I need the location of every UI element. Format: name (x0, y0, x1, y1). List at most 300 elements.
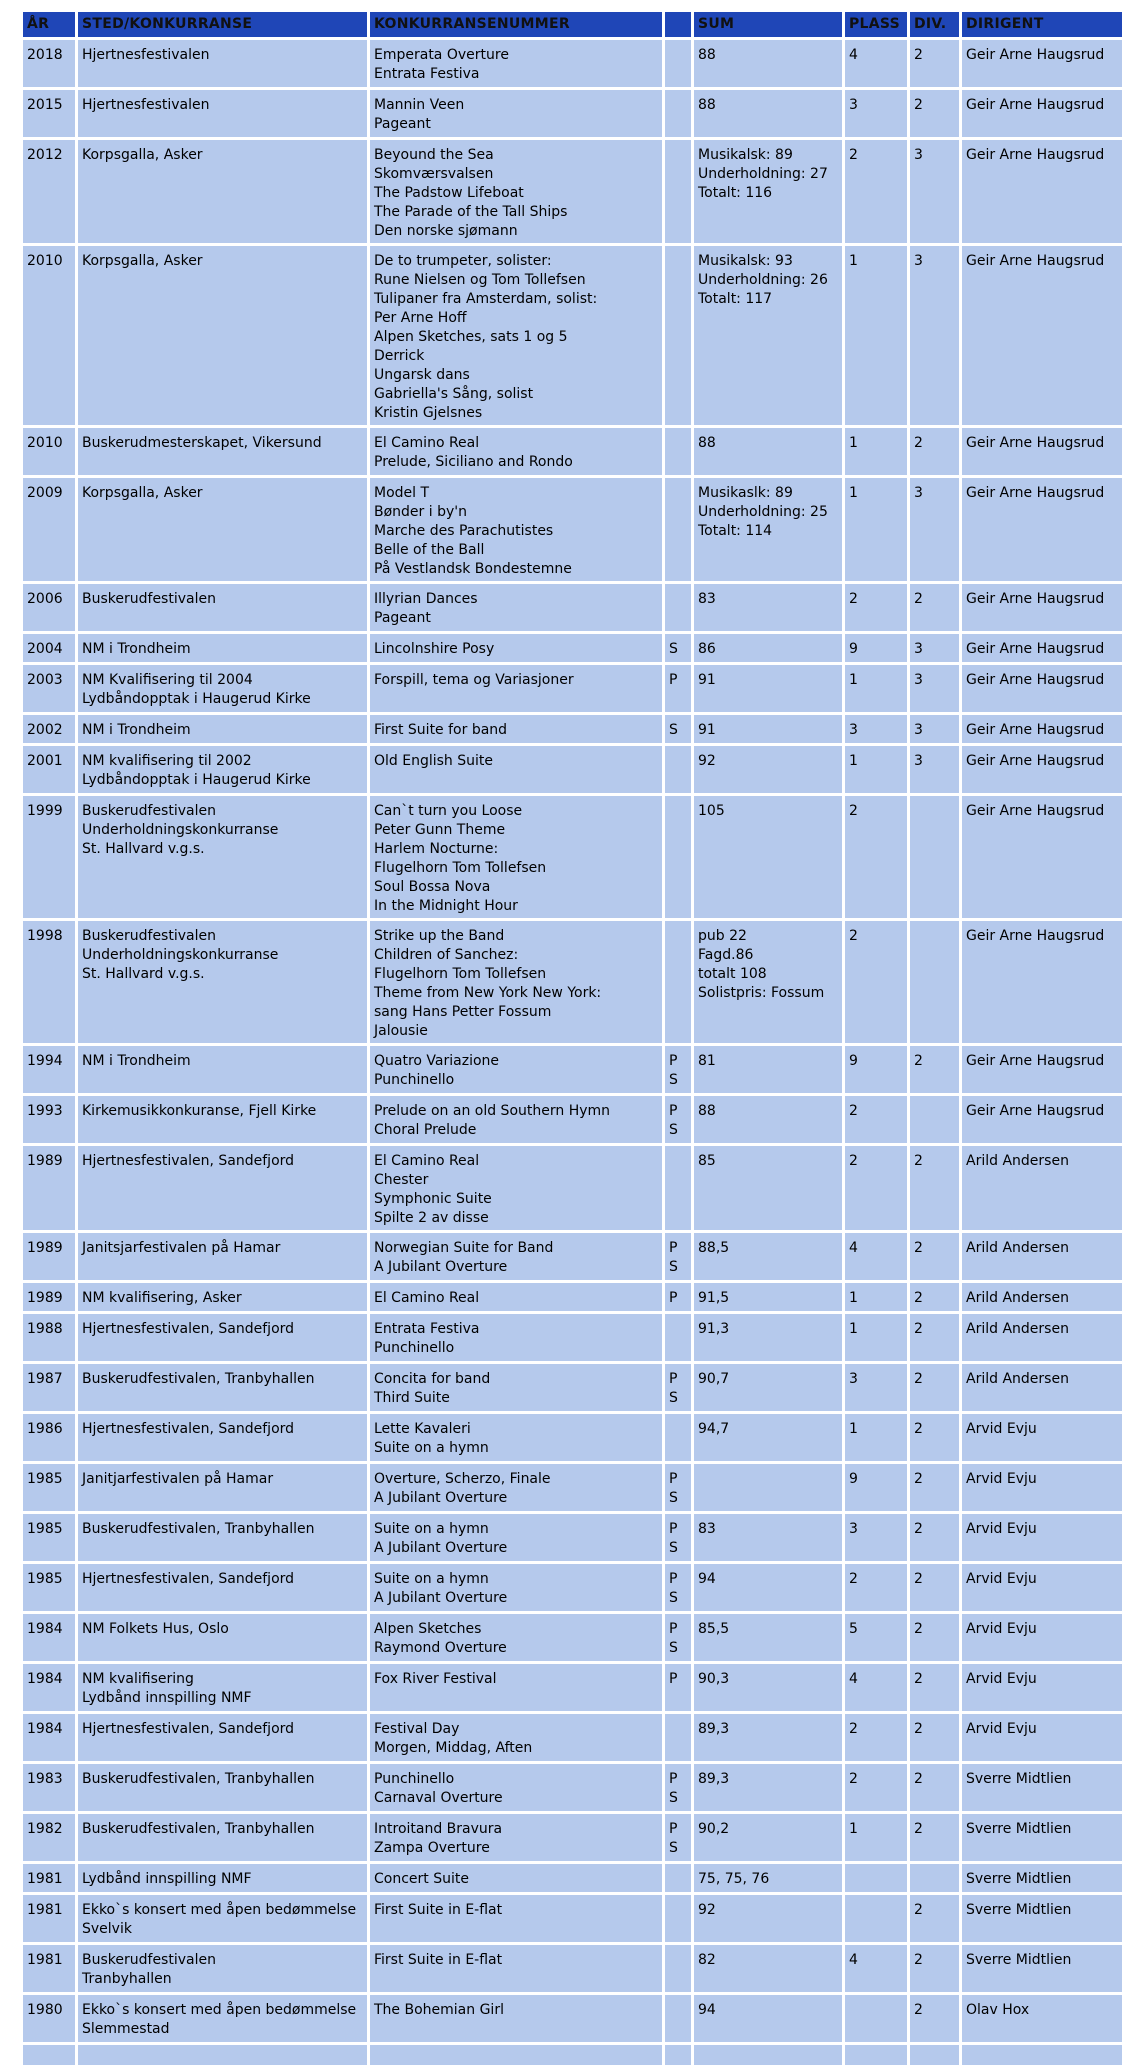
cell-rank: 9 (845, 1464, 907, 1511)
cell-rank: 2 (845, 1096, 907, 1143)
cell-year: 1982 (23, 1814, 75, 1861)
cell-sum: pub 22 Fagd.86 totalt 108 Solistpris: Fossum (694, 921, 842, 1043)
cell-year: 2002 (23, 715, 75, 743)
header-pieces: KONKURRANSENUMMER (370, 12, 662, 37)
cell-pieces: First Suite in E-flat (370, 1945, 662, 1992)
table-row (23, 1664, 1122, 1711)
cell-division: 2 (910, 1664, 959, 1711)
cell-sum: 83 (694, 584, 842, 631)
cell-place: Korpsgalla, Asker (78, 246, 367, 425)
cell-rank: 2 (845, 1564, 907, 1611)
cell-place: Korpsgalla, Asker (78, 140, 367, 243)
cell-year: 2010 (23, 246, 75, 425)
cell-year: 1981 (23, 1945, 75, 1992)
cell-sum: 88 (694, 1096, 842, 1143)
cell-rank: 4 (845, 1664, 907, 1711)
cell-division: 2 (910, 1514, 959, 1561)
cell-conductor: Arild Andersen (962, 1233, 1122, 1280)
table-row (23, 665, 1122, 712)
cell-sum: 88 (694, 428, 842, 475)
cell-ps: S (665, 634, 691, 662)
table-row (23, 1945, 1122, 1992)
cell-year: 1984 (23, 1714, 75, 1761)
cell-conductor (962, 2045, 1122, 2065)
cell-ps: P S (665, 1233, 691, 1280)
cell-division: 2 (910, 1764, 959, 1811)
cell-pieces: The Bohemian Girl (370, 1995, 662, 2042)
cell-division: 2 (910, 1814, 959, 1861)
cell-rank: 1 (845, 246, 907, 425)
table-row (23, 584, 1122, 631)
cell-year: 1987 (23, 1364, 75, 1411)
cell-year: 2001 (23, 746, 75, 793)
cell-year: 2018 (23, 40, 75, 87)
cell-division: 2 (910, 1464, 959, 1511)
cell-rank: 2 (845, 1714, 907, 1761)
cell-rank: 1 (845, 428, 907, 475)
cell-ps (665, 746, 691, 793)
cell-place: Janitjarfestivalen på Hamar (78, 1464, 367, 1511)
cell-division: 2 (910, 1945, 959, 1992)
cell-year: 1985 (23, 1514, 75, 1561)
cell-division: 2 (910, 1233, 959, 1280)
cell-division: 2 (910, 1283, 959, 1311)
cell-year: 1999 (23, 796, 75, 918)
cell-sum: 88,5 (694, 1233, 842, 1280)
cell-place: NM Kvalifisering til 2004 Lydbåndopptak i Haugerud Kirke (78, 665, 367, 712)
table-row (23, 1714, 1122, 1761)
cell-ps: S (665, 715, 691, 743)
cell-year: 2015 (23, 90, 75, 137)
cell-pieces: El Camino Real (370, 1283, 662, 1311)
cell-pieces: El Camino Real Chester Symphonic Suite Spilte 2 av disse (370, 1146, 662, 1230)
table-row (23, 428, 1122, 475)
table-row (23, 1614, 1122, 1661)
table-row (23, 1096, 1122, 1143)
cell-conductor: Olav Hox (962, 1995, 1122, 2042)
cell-ps (665, 1414, 691, 1461)
header-division: DIV. (910, 12, 959, 37)
cell-sum: 91,5 (694, 1283, 842, 1311)
cell-conductor: Sverre Midtlien (962, 1864, 1122, 1892)
cell-conductor: Arild Andersen (962, 1364, 1122, 1411)
cell-rank: 1 (845, 1414, 907, 1461)
cell-sum: 85,5 (694, 1614, 842, 1661)
cell-year: 1985 (23, 1564, 75, 1611)
cell-ps (665, 1864, 691, 1892)
cell-place: Hjertnesfestivalen, Sandefjord (78, 1714, 367, 1761)
cell-pieces: Prelude on an old Southern Hymn Choral Prelude (370, 1096, 662, 1143)
cell-conductor: Geir Arne Haugsrud (962, 478, 1122, 581)
cell-conductor: Sverre Midtlien (962, 1945, 1122, 1992)
cell-rank: 3 (845, 715, 907, 743)
cell-sum: 86 (694, 634, 842, 662)
cell-ps: P S (665, 1764, 691, 1811)
cell-rank: 2 (845, 584, 907, 631)
cell-conductor: Arvid Evju (962, 1464, 1122, 1511)
cell-division: 2 (910, 40, 959, 87)
cell-conductor: Arild Andersen (962, 1314, 1122, 1361)
table-header-row (23, 12, 1122, 37)
cell-place: NM kvalifisering, Asker (78, 1283, 367, 1311)
cell-sum: 90,7 (694, 1364, 842, 1411)
cell-year: 2004 (23, 634, 75, 662)
cell-year: 1980 (23, 1995, 75, 2042)
cell-conductor: Geir Arne Haugsrud (962, 921, 1122, 1043)
cell-conductor: Sverre Midtlien (962, 1764, 1122, 1811)
cell-conductor: Arvid Evju (962, 1414, 1122, 1461)
cell-division: 2 (910, 1564, 959, 1611)
cell-place: Hjertnesfestivalen, Sandefjord (78, 1564, 367, 1611)
cell-place: Buskerudfestivalen, Tranbyhallen (78, 1764, 367, 1811)
table-row (23, 1814, 1122, 1861)
cell-pieces: Strike up the Band Children of Sanchez: Flugelhorn Tom Tollefsen Theme from New York New York: sang Hans Petter Fossum Jalousie (370, 921, 662, 1043)
cell-year: 1989 (23, 1283, 75, 1311)
cell-conductor: Geir Arne Haugsrud (962, 665, 1122, 712)
table-row (23, 1233, 1122, 1280)
cell-sum: 81 (694, 1046, 842, 1093)
header-conductor: DIRIGENT (962, 12, 1122, 37)
cell-rank: 4 (845, 1945, 907, 1992)
cell-ps: P S (665, 1096, 691, 1143)
cell-ps (665, 1895, 691, 1942)
table-row (23, 634, 1122, 662)
cell-pieces: Lincolnshire Posy (370, 634, 662, 662)
cell-division: 2 (910, 1614, 959, 1661)
cell-division: 2 (910, 1414, 959, 1461)
cell-year: 1988 (23, 1314, 75, 1361)
cell-place: Buskerudfestivalen Underholdningskonkurranse St. Hallvard v.g.s. (78, 796, 367, 918)
cell-year: 2009 (23, 478, 75, 581)
cell-place: NM i Trondheim (78, 634, 367, 662)
table-row (23, 746, 1122, 793)
table-row (23, 140, 1122, 243)
cell-ps (665, 478, 691, 581)
cell-ps: P (665, 1283, 691, 1311)
cell-pieces: Old English Suite (370, 746, 662, 793)
cell-pieces: Entrata Festiva Punchinello (370, 1314, 662, 1361)
cell-division: 2 (910, 1714, 959, 1761)
cell-conductor: Arvid Evju (962, 1614, 1122, 1661)
cell-rank: 4 (845, 40, 907, 87)
cell-year: 1986 (23, 1414, 75, 1461)
cell-division: 2 (910, 1314, 959, 1361)
cell-division: 3 (910, 478, 959, 581)
cell-rank (845, 1864, 907, 1892)
cell-ps: P S (665, 1614, 691, 1661)
cell-pieces: Can`t turn you Loose Peter Gunn Theme Harlem Nocturne: Flugelhorn Tom Tollefsen Soul Bossa Nova In the Midnight Hour (370, 796, 662, 918)
cell-division: 2 (910, 1895, 959, 1942)
cell-ps (665, 2045, 691, 2065)
cell-year: 2012 (23, 140, 75, 243)
cell-rank: 3 (845, 1514, 907, 1561)
cell-division: 2 (910, 1995, 959, 2042)
cell-pieces: Beyound the Sea Skomværsvalsen The Padstow Lifeboat The Parade of the Tall Ships Den norske sjømann (370, 140, 662, 243)
cell-year: 2006 (23, 584, 75, 631)
cell-pieces: Suite on a hymn A Jubilant Overture (370, 1514, 662, 1561)
cell-year: 1998 (23, 921, 75, 1043)
cell-division: 3 (910, 665, 959, 712)
cell-sum: 88 (694, 40, 842, 87)
cell-place: Hjertnesfestivalen, Sandefjord (78, 1414, 367, 1461)
cell-rank: 5 (845, 1614, 907, 1661)
cell-sum: 92 (694, 746, 842, 793)
cell-division (910, 1864, 959, 1892)
cell-pieces: Norwegian Suite for Band A Jubilant Overture (370, 1233, 662, 1280)
header-ps (665, 12, 691, 37)
cell-rank: 2 (845, 140, 907, 243)
cell-sum: Musikaslk: 89 Underholdning: 25 Totalt: 114 (694, 478, 842, 581)
cell-pieces: Model T Bønder i by'n Marche des Parachutistes Belle of the Ball På Vestlandsk Bondestemne (370, 478, 662, 581)
cell-year: 1981 (23, 1864, 75, 1892)
cell-pieces: Mannin Veen Pageant (370, 90, 662, 137)
table-row (23, 1283, 1122, 1311)
table-row (23, 1364, 1122, 1411)
cell-sum: 88 (694, 90, 842, 137)
cell-place: Ekko`s konsert med åpen bedømmelse Svelvik (78, 1895, 367, 1942)
cell-pieces: Festival Day Morgen, Middag, Aften (370, 1714, 662, 1761)
cell-division (910, 1096, 959, 1143)
cell-sum: 92 (694, 1895, 842, 1942)
cell-pieces: Alpen Sketches Raymond Overture (370, 1614, 662, 1661)
cell-conductor: Geir Arne Haugsrud (962, 246, 1122, 425)
cell-place: Buskerudmesterskapet, Vikersund (78, 428, 367, 475)
cell-conductor: Arild Andersen (962, 1146, 1122, 1230)
cell-ps (665, 428, 691, 475)
table-row (23, 1995, 1122, 2042)
cell-sum: 82 (694, 1945, 842, 1992)
cell-division (910, 2045, 959, 2065)
cell-sum (694, 1464, 842, 1511)
cell-ps: P S (665, 1514, 691, 1561)
cell-year: 2003 (23, 665, 75, 712)
cell-ps (665, 1714, 691, 1761)
cell-place: Buskerudfestivalen (78, 584, 367, 631)
cell-conductor: Geir Arne Haugsrud (962, 584, 1122, 631)
header-year: ÅR (23, 12, 75, 37)
cell-ps: P S (665, 1364, 691, 1411)
cell-rank: 4 (845, 1233, 907, 1280)
cell-conductor: Arvid Evju (962, 1564, 1122, 1611)
cell-division: 3 (910, 246, 959, 425)
cell-rank (845, 1895, 907, 1942)
cell-sum: 89,3 (694, 1764, 842, 1811)
cell-ps: P S (665, 1564, 691, 1611)
cell-place: Buskerudfestivalen, Tranbyhallen (78, 1814, 367, 1861)
cell-place: NM i Trondheim (78, 1046, 367, 1093)
cell-ps: P S (665, 1464, 691, 1511)
cell-sum: 90,3 (694, 1664, 842, 1711)
cell-place: NM kvalifisering Lydbånd innspilling NMF (78, 1664, 367, 1711)
table-row (23, 1764, 1122, 1811)
cell-conductor: Geir Arne Haugsrud (962, 1046, 1122, 1093)
cell-ps (665, 40, 691, 87)
cell-pieces: Lette Kavaleri Suite on a hymn (370, 1414, 662, 1461)
cell-place: Buskerudfestivalen, Tranbyhallen (78, 1514, 367, 1561)
cell-ps: P S (665, 1814, 691, 1861)
cell-place: Korpsgalla, Asker (78, 478, 367, 581)
table-row (23, 1314, 1122, 1361)
table-row (23, 246, 1122, 425)
competition-results-table (20, 9, 1124, 2068)
cell-ps: P S (665, 1046, 691, 1093)
cell-conductor: Geir Arne Haugsrud (962, 428, 1122, 475)
cell-conductor: Sverre Midtlien (962, 1814, 1122, 1861)
table-row (23, 1514, 1122, 1561)
cell-place: Kirkemusikkonkuranse, Fjell Kirke (78, 1096, 367, 1143)
cell-division: 3 (910, 715, 959, 743)
cell-rank: 1 (845, 478, 907, 581)
cell-conductor: Geir Arne Haugsrud (962, 715, 1122, 743)
cell-conductor: Arild Andersen (962, 1283, 1122, 1311)
cell-division (910, 796, 959, 918)
cell-conductor: Geir Arne Haugsrud (962, 90, 1122, 137)
cell-conductor: Geir Arne Haugsrud (962, 140, 1122, 243)
cell-sum: 75, 75, 76 (694, 1864, 842, 1892)
cell-sum: 91,3 (694, 1314, 842, 1361)
cell-conductor: Geir Arne Haugsrud (962, 796, 1122, 918)
table-row (23, 1864, 1122, 1892)
cell-ps (665, 1995, 691, 2042)
cell-place: Hjertnesfestivalen, Sandefjord (78, 1146, 367, 1230)
cell-ps (665, 1945, 691, 1992)
cell-conductor: Arvid Evju (962, 1714, 1122, 1761)
cell-sum (694, 2045, 842, 2065)
cell-pieces: De to trumpeter, solister: Rune Nielsen og Tom Tollefsen Tulipaner fra Amsterdam, solist: Per Arne Hoff Alpen Sketches, sats 1 og 5 Derrick Ungarsk dans Gabriella's Sång, solist Kristin Gjelsnes (370, 246, 662, 425)
cell-division: 2 (910, 584, 959, 631)
table-row (23, 1046, 1122, 1093)
cell-rank: 2 (845, 1764, 907, 1811)
cell-division: 2 (910, 1046, 959, 1093)
table-row (23, 478, 1122, 581)
cell-division: 3 (910, 746, 959, 793)
cell-ps (665, 1314, 691, 1361)
cell-place: Lydbånd innspilling NMF (78, 1864, 367, 1892)
cell-pieces: Overture, Scherzo, Finale A Jubilant Overture (370, 1464, 662, 1511)
table-row (23, 921, 1122, 1043)
cell-division: 2 (910, 1146, 959, 1230)
cell-ps: P (665, 1664, 691, 1711)
cell-conductor: Geir Arne Haugsrud (962, 634, 1122, 662)
cell-conductor: Arvid Evju (962, 1664, 1122, 1711)
cell-year: 1983 (23, 1764, 75, 1811)
table-row (23, 1564, 1122, 1611)
cell-ps (665, 584, 691, 631)
cell-conductor: Geir Arne Haugsrud (962, 746, 1122, 793)
cell-place: Buskerudfestivalen, Tranbyhallen (78, 1364, 367, 1411)
cell-rank (845, 2045, 907, 2065)
cell-division: 3 (910, 634, 959, 662)
cell-year: 2010 (23, 428, 75, 475)
cell-ps (665, 90, 691, 137)
table-row (23, 90, 1122, 137)
cell-year: 1993 (23, 1096, 75, 1143)
cell-place: Buskerudfestivalen Underholdningskonkurranse St. Hallvard v.g.s. (78, 921, 367, 1043)
table-row (23, 40, 1122, 87)
cell-sum: 105 (694, 796, 842, 918)
cell-year (23, 2045, 75, 2065)
table-row (23, 1146, 1122, 1230)
cell-ps (665, 246, 691, 425)
table-row (23, 2045, 1122, 2065)
cell-place: NM kvalifisering til 2002 Lydbåndopptak i Haugerud Kirke (78, 746, 367, 793)
cell-sum: Musikalsk: 89 Underholdning: 27 Totalt: 116 (694, 140, 842, 243)
cell-division (910, 921, 959, 1043)
cell-rank: 9 (845, 634, 907, 662)
cell-pieces: First Suite in E-flat (370, 1895, 662, 1942)
cell-rank: 2 (845, 796, 907, 918)
cell-pieces: El Camino Real Prelude, Siciliano and Rondo (370, 428, 662, 475)
cell-pieces: Punchinello Carnaval Overture (370, 1764, 662, 1811)
cell-rank: 3 (845, 90, 907, 137)
cell-pieces: Quatro Variazione Punchinello (370, 1046, 662, 1093)
cell-rank: 3 (845, 1364, 907, 1411)
cell-conductor: Sverre Midtlien (962, 1895, 1122, 1942)
cell-rank: 1 (845, 1814, 907, 1861)
cell-pieces: Concert Suite (370, 1864, 662, 1892)
cell-rank: 9 (845, 1046, 907, 1093)
cell-division: 2 (910, 428, 959, 475)
cell-sum: 94,7 (694, 1414, 842, 1461)
cell-year: 1989 (23, 1233, 75, 1280)
cell-sum: 90,2 (694, 1814, 842, 1861)
cell-ps (665, 140, 691, 243)
cell-pieces: Illyrian Dances Pageant (370, 584, 662, 631)
cell-ps (665, 796, 691, 918)
cell-division: 2 (910, 1364, 959, 1411)
cell-conductor: Geir Arne Haugsrud (962, 1096, 1122, 1143)
cell-place: NM i Trondheim (78, 715, 367, 743)
cell-place: Buskerudfestivalen Tranbyhallen (78, 1945, 367, 1992)
cell-rank: 1 (845, 746, 907, 793)
cell-place: Janitsjarfestivalen på Hamar (78, 1233, 367, 1280)
cell-year: 1989 (23, 1146, 75, 1230)
table-row (23, 1414, 1122, 1461)
cell-year: 1985 (23, 1464, 75, 1511)
table-row (23, 796, 1122, 918)
cell-conductor: Arvid Evju (962, 1514, 1122, 1561)
cell-year: 1984 (23, 1664, 75, 1711)
cell-pieces (370, 2045, 662, 2065)
cell-pieces: First Suite for band (370, 715, 662, 743)
cell-pieces: Emperata Overture Entrata Festiva (370, 40, 662, 87)
cell-place (78, 2045, 367, 2065)
cell-rank: 1 (845, 665, 907, 712)
cell-year: 1981 (23, 1895, 75, 1942)
cell-sum: 83 (694, 1514, 842, 1561)
cell-sum: 91 (694, 715, 842, 743)
cell-division: 3 (910, 140, 959, 243)
cell-sum: 89,3 (694, 1714, 842, 1761)
cell-sum: 85 (694, 1146, 842, 1230)
cell-rank: 1 (845, 1283, 907, 1311)
cell-pieces: Suite on a hymn A Jubilant Overture (370, 1564, 662, 1611)
cell-sum: Musikalsk: 93 Underholdning: 26 Totalt: 117 (694, 246, 842, 425)
header-sum: SUM (694, 12, 842, 37)
cell-pieces: Forspill, tema og Variasjoner (370, 665, 662, 712)
cell-rank (845, 1995, 907, 2042)
cell-place: Hjertnesfestivalen (78, 90, 367, 137)
header-place: STED/KONKURRANSE (78, 12, 367, 37)
cell-division: 2 (910, 90, 959, 137)
cell-ps (665, 921, 691, 1043)
cell-rank: 1 (845, 1314, 907, 1361)
cell-place: Hjertnesfestivalen, Sandefjord (78, 1314, 367, 1361)
table-row (23, 1464, 1122, 1511)
cell-ps (665, 1146, 691, 1230)
header-rank: PLASS (845, 12, 907, 37)
table-row (23, 1895, 1122, 1942)
